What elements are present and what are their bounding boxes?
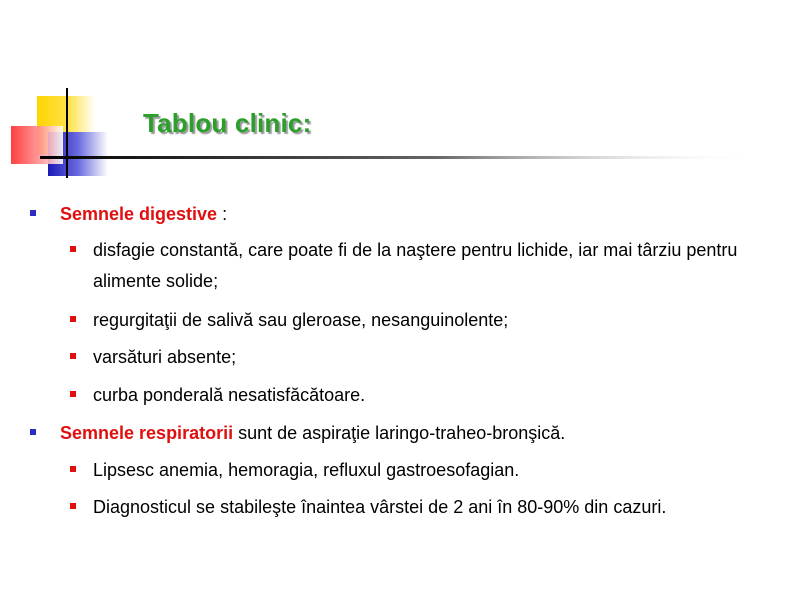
level2-bullet <box>70 391 76 397</box>
list-item: varsături absente; <box>93 347 237 367</box>
level2-bullet <box>70 503 76 509</box>
section-heading-respiratory <box>60 418 780 449</box>
deco-vertical-line <box>66 88 68 178</box>
slide-title: Tablou clinic: <box>143 108 312 138</box>
list-item: disfagie constantă, care poate fi de la naştere pentru lichide, iar mai târziu pentru alimente solide; <box>93 240 738 291</box>
deco-horizontal-line <box>40 156 760 159</box>
level1-bullet <box>30 210 36 216</box>
section-heading-suffix: : <box>217 204 228 224</box>
level2-bullet <box>70 353 76 359</box>
section-heading-label: Semnele respiratorii <box>60 423 234 443</box>
list-item: regurgitaţii de salivă sau gleroase, nesanguinolente; <box>93 310 509 330</box>
section-heading-digestive <box>60 199 780 230</box>
level2-bullet <box>70 246 76 252</box>
section-heading-label: Semnele digestive <box>60 204 218 224</box>
level2-bullet <box>70 466 76 472</box>
list-item: Diagnosticul se stabileşte înaintea vârstei de 2 ani în 80-90% din cazuri. <box>93 497 667 517</box>
level1-bullet <box>30 429 36 435</box>
list-item: Lipsesc anemia, hemoragia, refluxul gastroesofagian. <box>93 460 520 480</box>
section-heading-suffix: sunt de aspiraţie laringo-traheo-bronşică. <box>233 423 566 443</box>
decorative-corner-graphic <box>0 0 800 190</box>
level2-bullet <box>70 316 76 322</box>
list-item: curba ponderală nesatisfăcătoare. <box>93 385 366 405</box>
